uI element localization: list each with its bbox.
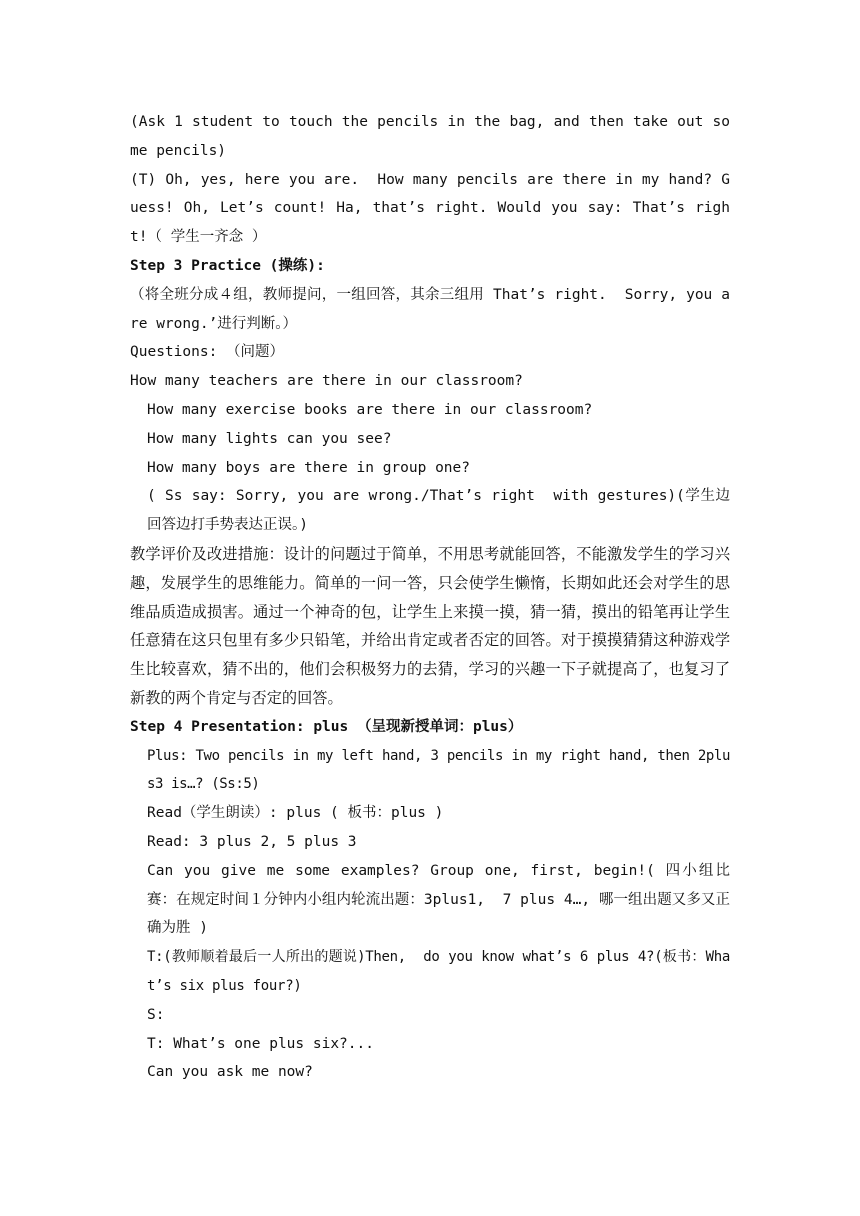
paragraph-s: S: [147, 1006, 165, 1023]
paragraph-ss-say: ( Ss say: Sorry, you are wrong./That’s right with gestures)(学生边回答边打手势表达正误。) [147, 488, 730, 534]
paragraph-teacher-pencils: (T) Oh, yes, here you are. How many pencils are there in my hand? Guess! Oh, Let’s count! Ha, that’s right. Would you say: That’s right!（ 学生一齐念 ） [130, 171, 730, 246]
paragraph-teacher-six-plus-four: T:(教师顺着最后一人所出的题说)Then, do you know what’s 6 plus 4?(板书：What’s six plus four?) [147, 949, 730, 994]
paragraph-plus-intro: Plus: Two pencils in my left hand, 3 pencils in my right hand, then 2plus3 is…? (Ss:5) [147, 747, 730, 793]
question-teachers: How many teachers are there in our classroom? [130, 373, 523, 390]
heading-step-3: Step 3 Practice (操练): [130, 257, 325, 274]
paragraph-practice-instructions: （将全班分成４组，教师提问，一组回答，其余三组用 That’s right. Sorry, you are wrong.’进行判断。） [130, 286, 730, 332]
question-boys: How many boys are there in group one? [147, 459, 471, 476]
paragraph-teacher-one-plus-six: T: What’s one plus six?... [147, 1035, 374, 1052]
paragraph-questions-label: Questions: （问题） [130, 344, 285, 361]
heading-step-4: Step 4 Presentation: plus （呈现新授单词：plus） [130, 718, 523, 735]
paragraph-read-examples: Read: 3 plus 2, 5 plus 3 [147, 833, 357, 850]
paragraph-read-plus: Read（学生朗读）: plus ( 板书：plus ) [147, 805, 444, 822]
paragraph-evaluation: 教学评价及改进措施：设计的问题过于简单，不用思考就能回答，不能激发学生的学习兴趣，发展学生的思维能力。简单的一问一答，只会使学生懒惰，长期如此还会对学生的思维品质造成损害。通过一个神奇的包，让学生上来摸一摸，猜一猜，摸出的铅笔再让学生任意猜在这只包里有多少只铅笔，并给出肯定或者否定的回答。对于摸摸猜猜这种游戏学生比较喜欢，猜不出的，他们会积极努力的去猜，学习的兴趣一下子就提高了，也复习了新教的两个肯定与否定的回答。 [130, 544, 730, 707]
paragraph-give-examples: Can you give me some examples? Group one, first, begin!( 四小组比赛：在规定时间１分钟内小组内轮流出题：3plus1, 7 plus 4…, 哪一组出题又多又正确为胜 ) [147, 862, 730, 937]
question-lights: How many lights can you see? [147, 430, 392, 447]
paragraph-ask-me: Can you ask me now? [147, 1064, 313, 1081]
document-page [130, 108, 730, 1087]
paragraph-ask-student: (Ask 1 student to touch the pencils in the bag, and then take out some pencils) [130, 114, 730, 159]
question-exercise-books: How many exercise books are there in our classroom? [147, 401, 593, 418]
